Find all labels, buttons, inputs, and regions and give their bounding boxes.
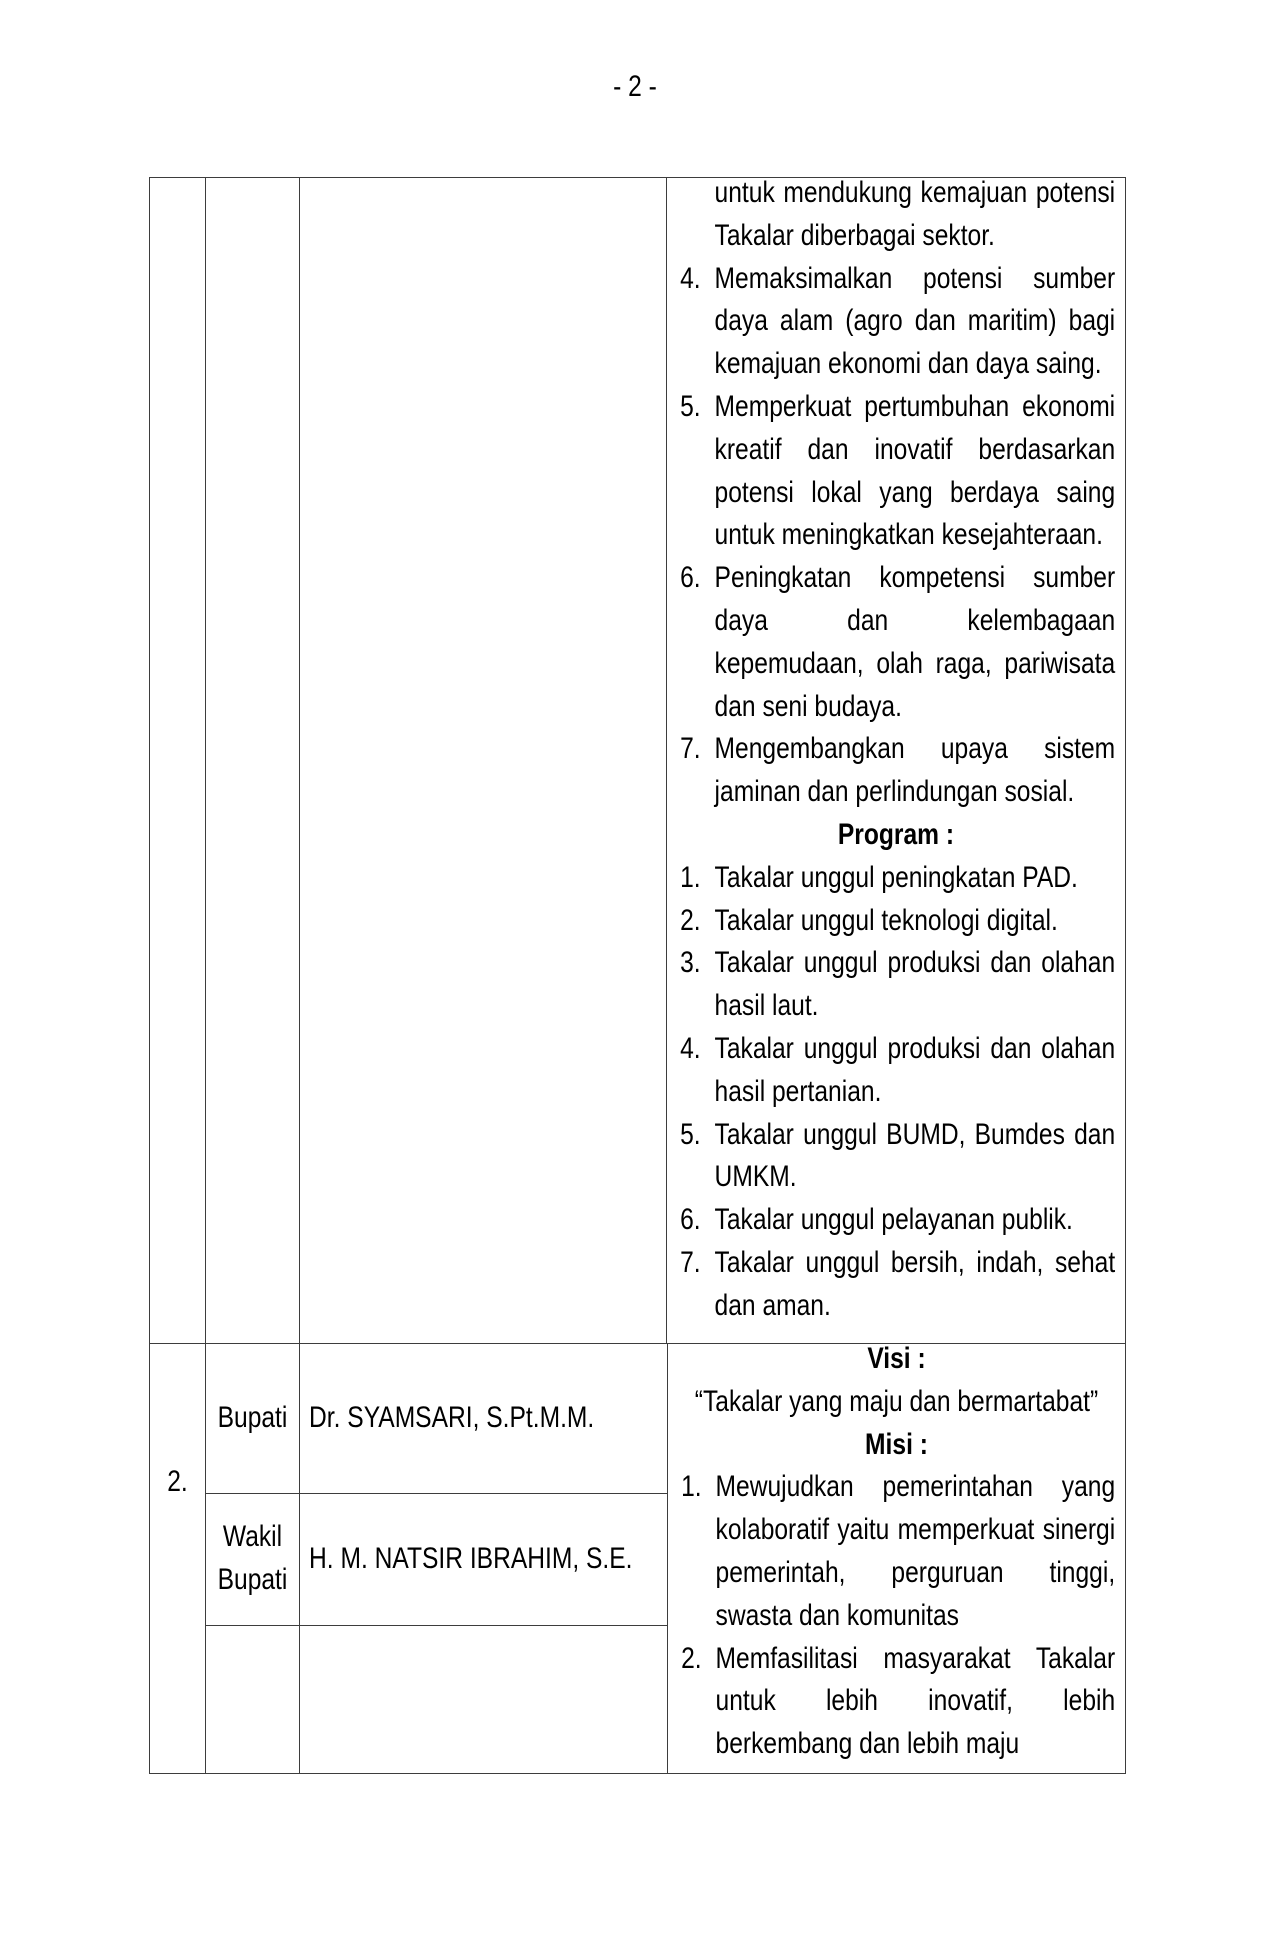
text-line: swasta dan komunitas bbox=[715, 1598, 959, 1632]
item-number: 6. bbox=[680, 1203, 701, 1237]
page-number: - 2 - bbox=[613, 70, 657, 103]
text-line: Memaksimalkan potensi sumber bbox=[714, 261, 1116, 295]
subrow-empty bbox=[206, 1626, 667, 1773]
misi-list bbox=[668, 1466, 1125, 1766]
text-line: Takalar unggul teknologi digital. bbox=[714, 903, 1058, 937]
text-line: Memperkuat pertumbuhan ekonomi bbox=[714, 389, 1116, 423]
text-line: Takalar diberbagai sektor. bbox=[714, 218, 995, 252]
list-item bbox=[667, 728, 1125, 814]
program-list bbox=[667, 857, 1125, 1328]
item-number: 5. bbox=[680, 389, 701, 423]
position-label bbox=[206, 1397, 299, 1440]
item-number: 3. bbox=[680, 946, 701, 980]
item-number: 2. bbox=[681, 1641, 702, 1675]
item-number: 5. bbox=[680, 1117, 701, 1151]
item-number: 4. bbox=[680, 261, 701, 295]
cell-position-wakil-bupati bbox=[206, 1494, 300, 1625]
list-item bbox=[667, 942, 1125, 1028]
text-line: pemerintah, perguruan tinggi, bbox=[715, 1555, 1116, 1589]
cell-position-empty bbox=[206, 1626, 300, 1773]
text-line: Bupati bbox=[217, 1401, 288, 1434]
item-number: 2. bbox=[680, 903, 701, 937]
row-number: 2. bbox=[167, 1465, 188, 1498]
item-number: 1. bbox=[680, 860, 701, 894]
program-heading: Program : bbox=[837, 817, 955, 851]
officials-table bbox=[149, 177, 1126, 1774]
text-line: kepemudaan, olah raga, pariwisata bbox=[714, 646, 1116, 680]
item-number: 4. bbox=[680, 1031, 701, 1065]
text-line: daya alam (agro dan maritim) bagi bbox=[714, 304, 1116, 338]
cell-name-empty bbox=[300, 1626, 667, 1773]
cell-name-empty bbox=[300, 178, 667, 1343]
text-line: kreatif dan inovatif berdasarkan bbox=[714, 432, 1116, 466]
text-line: berkembang dan lebih maju bbox=[715, 1727, 1020, 1761]
item-number: 7. bbox=[680, 1245, 701, 1279]
visi-misi-content bbox=[668, 1344, 1125, 1766]
cell-visi-misi bbox=[668, 1344, 1125, 1773]
page-number-container bbox=[0, 66, 1270, 109]
text-line: Peningkatan kompetensi sumber bbox=[714, 561, 1116, 595]
list-item bbox=[667, 178, 1125, 258]
text-line: untuk meningkatkan kesejahteraan. bbox=[714, 518, 1103, 552]
text-line: Wakil bbox=[222, 1520, 283, 1553]
misi-continuation-content bbox=[667, 178, 1125, 1328]
visi-heading: Visi : bbox=[867, 1344, 926, 1375]
list-item bbox=[667, 1199, 1125, 1242]
item-number: 6. bbox=[680, 561, 701, 595]
official-name: Dr. SYAMSARI, S.Pt.M.M. bbox=[309, 1401, 595, 1434]
cell-position-bupati bbox=[206, 1344, 300, 1493]
table-row bbox=[150, 178, 1125, 1344]
list-item bbox=[667, 1114, 1125, 1200]
list-item bbox=[667, 258, 1125, 386]
text-line: potensi lokal yang berdaya saing bbox=[714, 475, 1116, 509]
list-item bbox=[667, 386, 1125, 557]
cell-position-empty bbox=[206, 178, 300, 1343]
table-row bbox=[150, 1344, 1125, 1773]
text-line: dan aman. bbox=[714, 1288, 831, 1322]
text-line: Takalar unggul produksi dan olahan bbox=[714, 946, 1116, 980]
misi-heading: Misi : bbox=[865, 1427, 928, 1461]
text-line: Memfasilitasi masyarakat Takalar bbox=[715, 1641, 1116, 1675]
text-line: daya dan kelembagaan bbox=[714, 603, 1116, 637]
position-label bbox=[206, 1516, 299, 1602]
text-line: Mewujudkan pemerintahan yang bbox=[715, 1470, 1116, 1504]
position-name-subtable bbox=[206, 1344, 668, 1773]
cell-number-empty bbox=[150, 178, 206, 1343]
text-line: Takalar unggul bersih, indah, sehat bbox=[714, 1245, 1116, 1279]
list-item bbox=[667, 857, 1125, 900]
text-line: kemajuan ekonomi dan daya saing. bbox=[714, 347, 1102, 381]
list-item bbox=[668, 1638, 1125, 1766]
cell-name-wakil-bupati bbox=[300, 1494, 667, 1625]
list-item bbox=[667, 900, 1125, 943]
misi-continuation-list bbox=[667, 178, 1125, 814]
official-name: H. M. NATSIR IBRAHIM, S.E. bbox=[309, 1542, 633, 1575]
text-line: untuk lebih inovatif, lebih bbox=[715, 1684, 1116, 1718]
text-line: UMKM. bbox=[714, 1160, 797, 1194]
text-line: Mengembangkan upaya sistem bbox=[714, 732, 1116, 766]
text-line: jaminan dan perlindungan sosial. bbox=[714, 775, 1075, 809]
text-line: hasil pertanian. bbox=[714, 1074, 882, 1108]
text-line: Takalar unggul peningkatan PAD. bbox=[714, 860, 1078, 894]
text-line: Bupati bbox=[217, 1562, 288, 1596]
visi-quote: “Takalar yang maju dan bermartabat” bbox=[694, 1384, 1099, 1418]
text-line: Takalar unggul BUMD, Bumdes dan bbox=[714, 1117, 1116, 1151]
item-number: 7. bbox=[680, 732, 701, 766]
cell-visi-misi-continuation bbox=[667, 178, 1125, 1343]
item-number: 1. bbox=[681, 1470, 702, 1504]
list-item bbox=[667, 1242, 1125, 1328]
text-line: Takalar unggul pelayanan publik. bbox=[714, 1203, 1073, 1237]
cell-row-number bbox=[150, 1344, 206, 1773]
subrow-wakil-bupati bbox=[206, 1494, 667, 1626]
list-item bbox=[667, 557, 1125, 728]
text-line: untuk mendukung kemajuan potensi bbox=[714, 178, 1116, 209]
list-item bbox=[667, 1028, 1125, 1114]
text-line: kolaboratif yaitu memperkuat sinergi bbox=[715, 1513, 1116, 1547]
cell-name-bupati bbox=[300, 1344, 667, 1493]
subrow-bupati bbox=[206, 1344, 667, 1494]
text-line: dan seni budaya. bbox=[714, 689, 902, 723]
text-line: hasil laut. bbox=[714, 989, 819, 1023]
text-line: Takalar unggul produksi dan olahan bbox=[714, 1031, 1116, 1065]
list-item bbox=[668, 1466, 1125, 1637]
